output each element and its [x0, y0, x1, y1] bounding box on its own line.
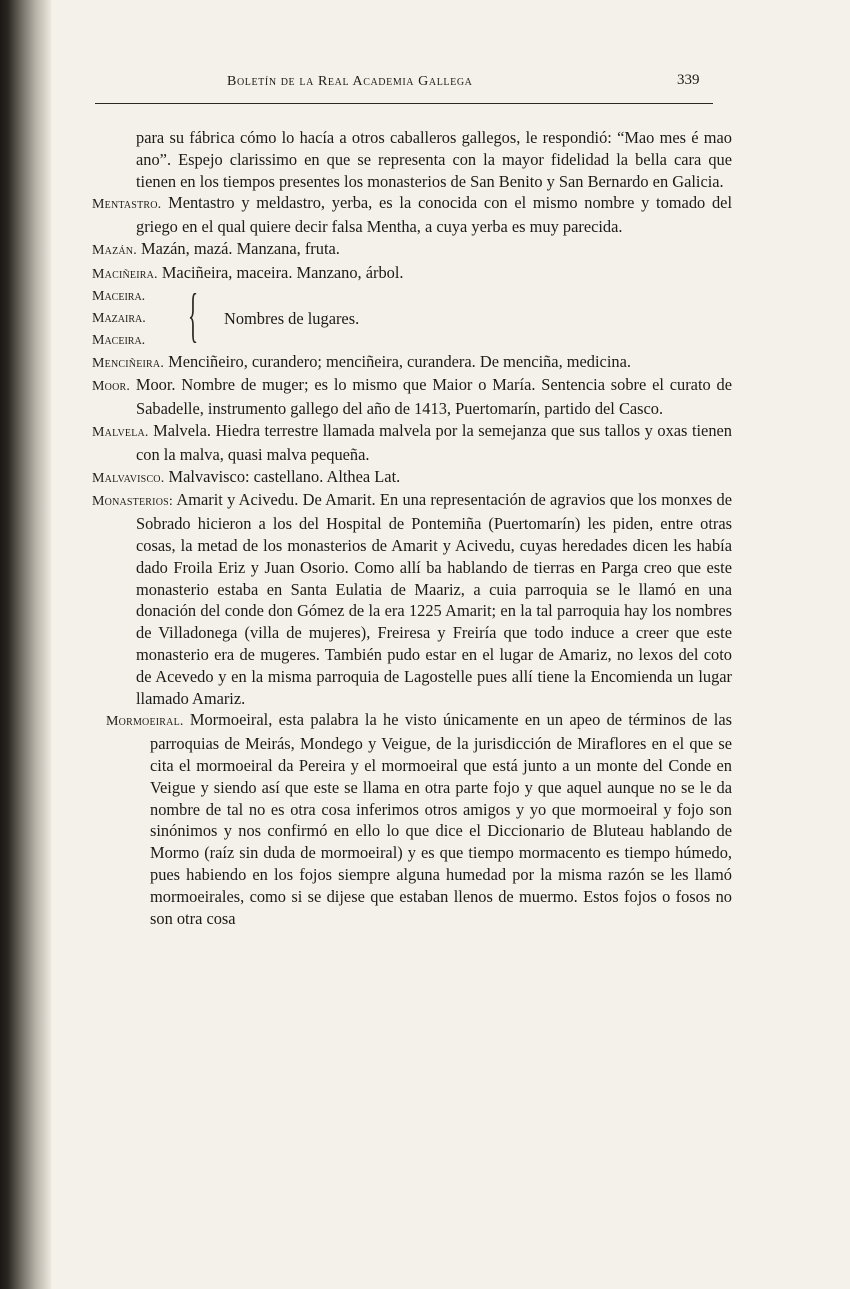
- entry-monasterios: [92, 489, 732, 709]
- entry-headword: Menciñeira.: [92, 355, 165, 371]
- entry-mentastro: [92, 192, 732, 238]
- entry-mencineira: [92, 351, 732, 375]
- running-title: Boletín de la Real Academia Gallega: [227, 74, 473, 89]
- places-headword-maceira: Maceira.: [92, 288, 146, 304]
- entry-headword: Monasterios:: [92, 494, 173, 510]
- entry-text: Mormoeiral, esta palabra la he visto únicamente en un apeo de términos de las parroquias de Meirás, Mondego y Veigue, de la jurisdicción de Miraflores en el que se cita el mormoeiral da Pereira y el mormoeiral que está junto a un monte del Conde en Veigue y siendo así que este se llama en otra parte fojo y que aquel aunque no se le da nombre de tal no es otra cosa inferimos otros amigos y yo que mormoeiral y fojo son sinónimos y nos confirmó en ello lo que dice el Diccionario de Bluteau hablando de Mormo (raíz sin duda de mormoeiral) y es que tiempo mormacento es tiempo húmedo, pues habiendo en los fojos siempre alguna humedad por la misma razón se les llamó mormoeirales, como si se dijese que estaban llenos de muermo. Estos fojos o fosos no son otra cosa: [150, 710, 732, 928]
- entry-text: Malvavisco: castellano. Althea Lat.: [168, 466, 401, 486]
- entry-text: Moor. Nombre de muger; es lo mismo que Maior o María. Sentencia sobre el curato de Sabadelle, instrumento gallego del año de 1413, Puertomarín, partido del Casco.: [135, 375, 732, 419]
- places-headword-maceira-2: Maceira.: [92, 332, 146, 348]
- places-group: [92, 281, 732, 351]
- entry-continuation: [92, 127, 732, 192]
- brace-glyph: {: [188, 281, 199, 348]
- entry-headword: Maciñeira.: [92, 266, 158, 282]
- entry-headword: Malvela.: [92, 424, 149, 440]
- entry-malvavisco: [92, 466, 732, 490]
- entry-malvela: [92, 420, 732, 466]
- page-number: 339: [677, 72, 700, 88]
- entry-headword: Mormoeiral.: [106, 714, 184, 730]
- entry-text: Menciñeiro, curandero; menciñeira, curandera. De menciña, medicina.: [168, 351, 631, 371]
- entry-text: Amarit y Acivedu. De Amarit. En una representación de agravios que los monxes de Sobrado hicieron a los del Hospital de Pontemiña (Puertomarín) les piden, entre otras cosas, la metad de los monasterios de Amarit y Acivedu, cuyas heredades dicen les había dado Froila Eriz y Juan Osorio. Como allí ba hablando de tierras en Parga creo que este monasterio estaba en Santa Eulatia de Maariz, a cuia parroquia se le llamó en una donación del conde don Gómez de la era 1225 Amarit; en la tal parroquia hay los nombres de Villadonega (villa de mujeres), Freiresa y Freiría que todo induce a creer que este monasterio era de mugeres. También pudo estar en el lugar de Amariz, no lexos del coto de Acevedo y en la misma parroquia de Lagostelle pues allí tiene la Encomienda un lugar llamado Amariz.: [136, 490, 732, 708]
- document-page: [92, 0, 732, 1289]
- book-spine-shadow: [0, 0, 52, 1289]
- entry-mormoeiral: [92, 709, 732, 929]
- places-group-text: Nombres de lugares.: [224, 308, 360, 328]
- entry-mazan: [92, 238, 732, 262]
- entry-headword: Malvavisco.: [92, 470, 165, 486]
- header-rule: [95, 103, 713, 104]
- entry-text: Maciñeira, maceira. Manzano, árbol.: [161, 262, 404, 282]
- dictionary-entries: [92, 127, 732, 929]
- entry-headword: Mazán.: [92, 242, 137, 258]
- entry-headword: Mentastro.: [92, 197, 162, 213]
- entry-text: Mazán, mazá. Manzana, fruta.: [141, 238, 340, 258]
- entry-text: Malvela. Hiedra terrestre llamada malvela por la semejanza que sus tallos y oxas tienen con la malva, quasi malva pequeña.: [136, 420, 732, 464]
- places-headword-mazaira: Mazaira.: [92, 310, 146, 326]
- entry-headword: Moor.: [92, 379, 131, 395]
- entry-moor: [92, 374, 732, 420]
- entry-text: Mentastro y meldastro, yerba, es la conocida con el mismo nombre y tomado del griego en el qual quiere decir falsa Mentha, a cuya yerba es muy parecida.: [136, 193, 732, 237]
- entry-text: para su fábrica cómo lo hacía a otros caballeros gallegos, le respondió: “Mao mes é mao ano”. Espejo clarissimo en que se representa con la mayor fidelidad la bella cara que tienen en los tiempos presentes los monasterios de San Benito y San Bernardo en Galicia.: [136, 128, 732, 191]
